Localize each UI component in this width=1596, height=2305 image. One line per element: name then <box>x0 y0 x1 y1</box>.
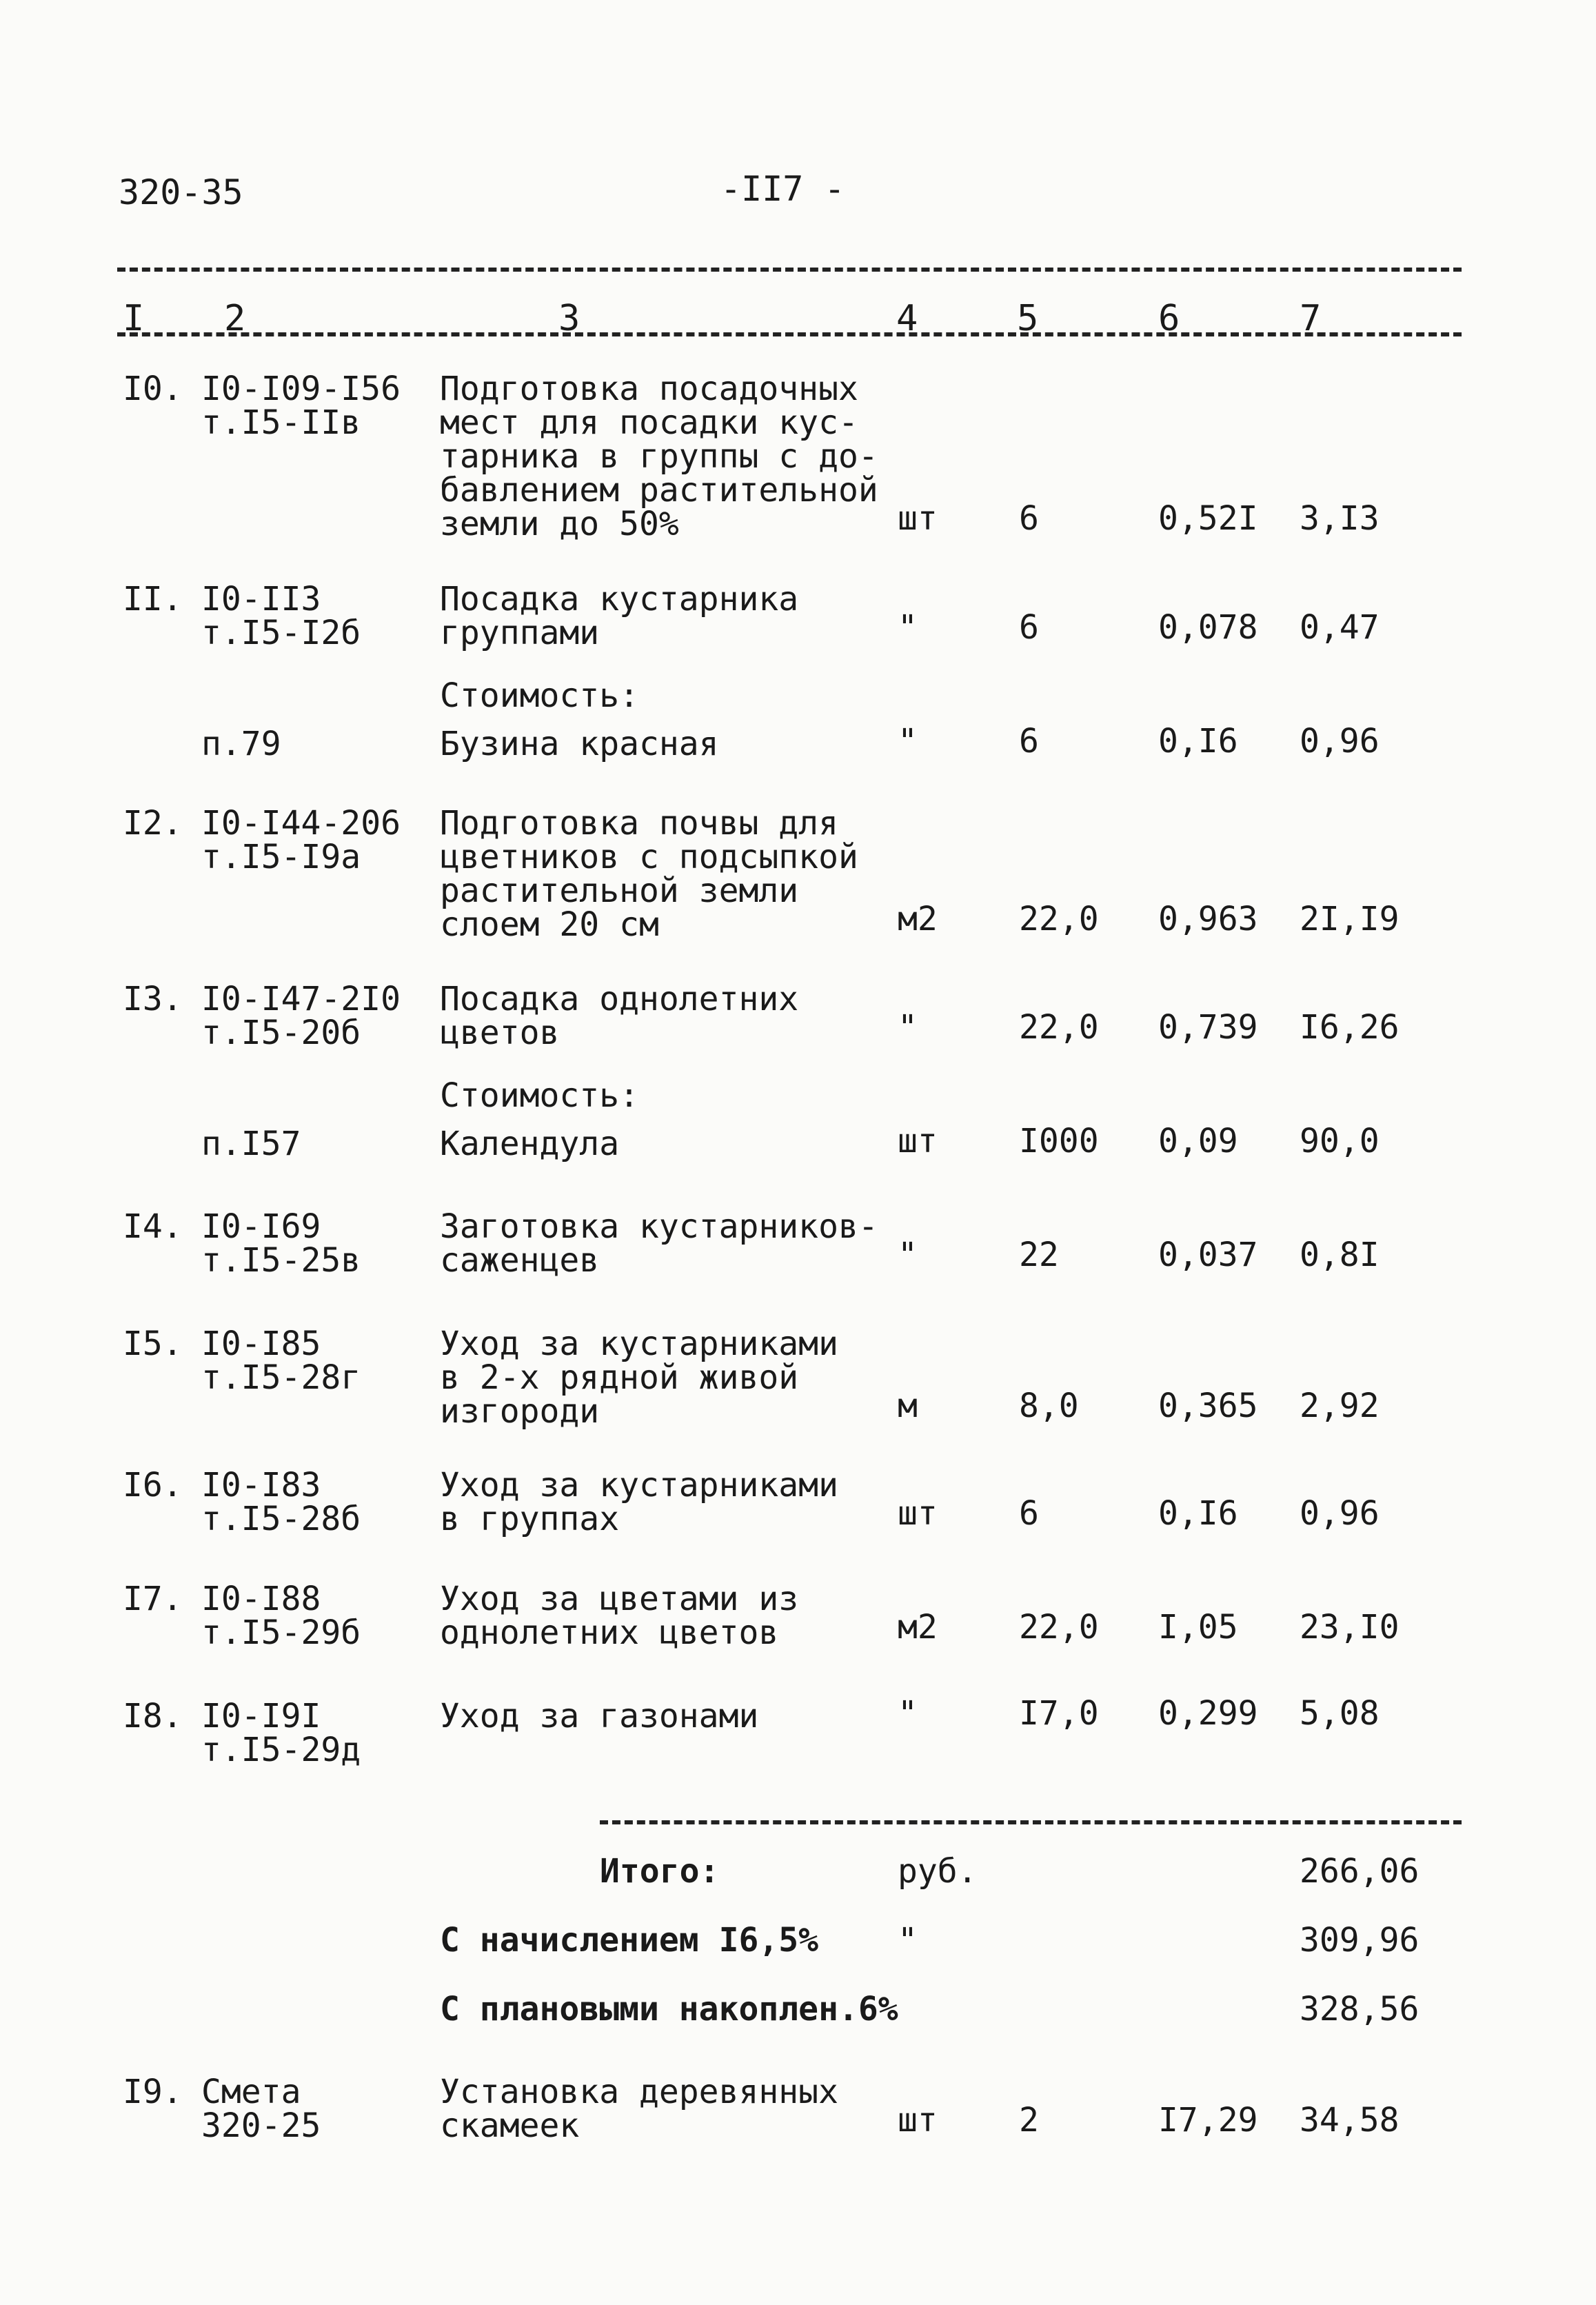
norm-code: I0-I09-I56 <box>201 370 401 408</box>
work-description-line: цветов <box>440 1014 560 1052</box>
column-number-5: 5 <box>1017 298 1039 339</box>
unit-price-cell: I,05 <box>1158 1608 1238 1647</box>
quantity-cell: 6 <box>1019 499 1039 538</box>
unit-price-cell: 0,09 <box>1158 1122 1238 1160</box>
work-description-line: группами <box>440 614 600 652</box>
quantity-cell: 22,0 <box>1019 1608 1099 1647</box>
unit-price-cell: 0,I6 <box>1158 722 1238 761</box>
total-cell: 0,8I <box>1300 1236 1380 1274</box>
norm-table-ref: 320-25 <box>201 2106 321 2145</box>
totals-label: С плановыми накоплен.6% <box>440 1990 898 2029</box>
document-code: 320-35 <box>119 172 243 212</box>
totals-dashed-rule <box>600 1820 1462 1824</box>
total-cell: I6,26 <box>1300 1008 1400 1047</box>
unit-cell: м2 <box>898 1608 938 1647</box>
total-cell: 23,I0 <box>1300 1608 1400 1647</box>
row-number: II. <box>123 580 183 618</box>
norm-code: I0-I88 <box>201 1580 321 1618</box>
total-cell: 0,47 <box>1300 608 1380 647</box>
work-description-line: слоем 20 см <box>440 905 659 944</box>
norm-code: I0-I69 <box>201 1207 321 1246</box>
total-cell: 90,0 <box>1300 1122 1380 1160</box>
column-number-7: 7 <box>1300 298 1322 339</box>
column-number-6: 6 <box>1158 298 1180 339</box>
quantity-cell: I7,0 <box>1019 1694 1099 1733</box>
totals-label: Итого: <box>600 1852 720 1891</box>
work-description-line: земли до 50% <box>440 505 679 543</box>
totals-value: 266,06 <box>1300 1852 1420 1891</box>
work-description-line: однолетних цветов <box>440 1613 779 1652</box>
norm-table-ref: т.I5-28г <box>201 1358 361 1397</box>
norm-code: I0-I44-206 <box>201 804 401 843</box>
row-number: I2. <box>123 804 183 843</box>
norm-table-ref: т.I5-I2б <box>201 614 361 652</box>
row-number: I5. <box>123 1325 183 1363</box>
quantity-cell: I000 <box>1019 1122 1099 1160</box>
norm-code: I0-I83 <box>201 1466 321 1504</box>
norm-code: I0-I47-2I0 <box>201 980 401 1018</box>
work-description-line: Подготовка посадочных <box>440 370 858 408</box>
unit-price-cell: 0,963 <box>1158 900 1258 938</box>
norm-code: п.79 <box>201 725 281 763</box>
column-number-3: 3 <box>558 298 580 339</box>
row-number: I7. <box>123 1580 183 1618</box>
total-cell: 34,58 <box>1300 2101 1400 2140</box>
top-dashed-rule <box>117 268 1462 272</box>
norm-table-ref: т.I5-I9а <box>201 838 361 876</box>
unit-cell: " <box>898 722 918 761</box>
column-number-underline <box>117 332 1462 336</box>
row-number: I8. <box>123 1697 183 1735</box>
total-cell: 3,I3 <box>1300 499 1380 538</box>
work-description-line: Уход за газонами <box>440 1697 759 1735</box>
quantity-cell: 6 <box>1019 1494 1039 1533</box>
quantity-cell: 2 <box>1019 2101 1039 2140</box>
norm-table-ref: т.I5-28б <box>201 1500 361 1538</box>
work-description-line: тарника в группы с до- <box>440 437 878 476</box>
work-description-line: Посадка однолетних <box>440 980 799 1018</box>
totals-value: 328,56 <box>1300 1990 1420 2029</box>
unit-cell: шт <box>898 499 938 538</box>
norm-code: Смета <box>201 2073 301 2111</box>
work-description-line: Бузина красная <box>440 725 719 763</box>
work-description-line: в 2-х рядной живой <box>440 1358 799 1397</box>
unit-cell: " <box>898 1008 918 1047</box>
row-number: I0. <box>123 370 183 408</box>
column-number-1: I <box>123 298 145 339</box>
totals-label: С начислением I6,5% <box>440 1921 819 1960</box>
totals-unit: руб. <box>898 1852 978 1891</box>
page-number: -II7 - <box>720 169 845 209</box>
quantity-cell: 22,0 <box>1019 900 1099 938</box>
unit-price-cell: 0,52I <box>1158 499 1258 538</box>
column-number-4: 4 <box>896 298 918 339</box>
work-description-line: Уход за цветами из <box>440 1580 799 1618</box>
unit-price-cell: 0,078 <box>1158 608 1258 647</box>
unit-price-cell: 0,037 <box>1158 1236 1258 1274</box>
quantity-cell: 22,0 <box>1019 1008 1099 1047</box>
totals-value: 309,96 <box>1300 1921 1420 1960</box>
quantity-cell: 6 <box>1019 722 1039 761</box>
quantity-cell: 6 <box>1019 608 1039 647</box>
quantity-cell: 22 <box>1019 1236 1059 1274</box>
work-description-line: Посадка кустарника <box>440 580 799 618</box>
work-description-line: цветников с подсыпкой <box>440 838 858 876</box>
unit-cell: " <box>898 1236 918 1274</box>
total-cell: 2,92 <box>1300 1387 1380 1425</box>
work-description-line: Установка деревянных <box>440 2073 838 2111</box>
unit-price-cell: 0,299 <box>1158 1694 1258 1733</box>
norm-code: I0-I9I <box>201 1697 321 1735</box>
row-number: I9. <box>123 2073 183 2111</box>
unit-cell: шт <box>898 1494 938 1533</box>
norm-table-ref: т.I5-25в <box>201 1241 361 1280</box>
unit-cell: " <box>898 608 918 647</box>
work-description-line: Стоимость: <box>440 676 639 715</box>
unit-price-cell: 0,365 <box>1158 1387 1258 1425</box>
work-description-line: Заготовка кустарников- <box>440 1207 878 1246</box>
unit-cell: " <box>898 1694 918 1733</box>
total-cell: 5,08 <box>1300 1694 1380 1733</box>
unit-price-cell: 0,I6 <box>1158 1494 1238 1533</box>
norm-table-ref: т.I5-IIв <box>201 403 361 442</box>
norm-code: I0-II3 <box>201 580 321 618</box>
work-description-line: в группах <box>440 1500 620 1538</box>
unit-cell: м <box>898 1387 918 1425</box>
norm-code: п.I57 <box>201 1125 301 1163</box>
work-description-line: бавлением растительной <box>440 471 878 510</box>
unit-price-cell: 0,739 <box>1158 1008 1258 1047</box>
work-description-line: саженцев <box>440 1241 600 1280</box>
norm-table-ref: т.I5-29д <box>201 1731 361 1769</box>
total-cell: 0,96 <box>1300 1494 1380 1533</box>
work-description-line: мест для посадки кус- <box>440 403 858 442</box>
work-description-line: растительной земли <box>440 872 799 910</box>
work-description-line: Подготовка почвы для <box>440 804 838 843</box>
quantity-cell: 8,0 <box>1019 1387 1079 1425</box>
row-number: I4. <box>123 1207 183 1246</box>
row-number: I6. <box>123 1466 183 1504</box>
work-description-line: Уход за кустарниками <box>440 1466 838 1504</box>
unit-cell: м2 <box>898 900 938 938</box>
unit-cell: шт <box>898 1122 938 1160</box>
work-description-line: Календула <box>440 1125 620 1163</box>
column-number-2: 2 <box>224 298 246 339</box>
unit-cell: шт <box>898 2101 938 2140</box>
work-description-line: Стоимость: <box>440 1076 639 1115</box>
norm-table-ref: т.I5-29б <box>201 1613 361 1652</box>
row-number: I3. <box>123 980 183 1018</box>
totals-unit: " <box>898 1921 918 1960</box>
total-cell: 0,96 <box>1300 722 1380 761</box>
unit-price-cell: I7,29 <box>1158 2101 1258 2140</box>
work-description-line: изгороди <box>440 1392 600 1431</box>
norm-code: I0-I85 <box>201 1325 321 1363</box>
work-description-line: скамеек <box>440 2106 580 2145</box>
norm-table-ref: т.I5-20б <box>201 1014 361 1052</box>
work-description-line: Уход за кустарниками <box>440 1325 838 1363</box>
total-cell: 2I,I9 <box>1300 900 1400 938</box>
